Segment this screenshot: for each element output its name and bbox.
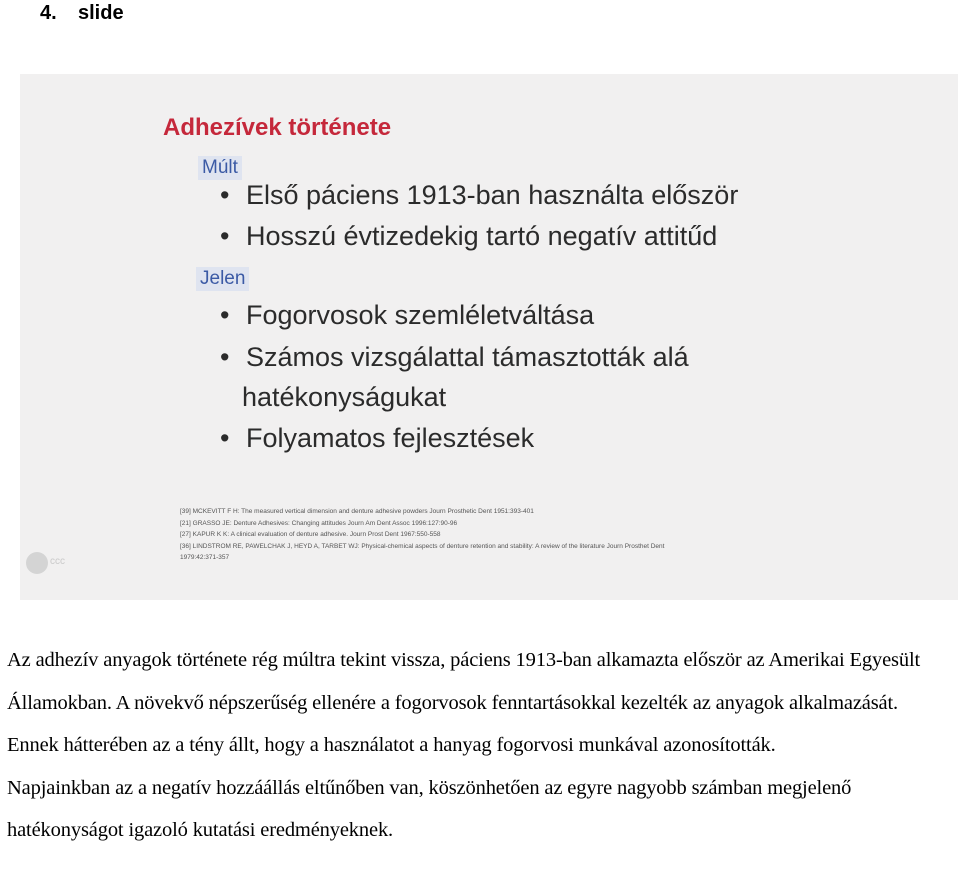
paragraph: Napjainkban az a negatív hozzáállás eltűnőben van, köszönhetően az egyre nagyobb számban megjelenő hatékonyságot igazoló kutatási eredményeknek. <box>7 776 852 841</box>
bullet-item: • Fogorvosok szemléletváltása <box>220 300 595 330</box>
body-text <box>7 639 947 852</box>
bullet-dot-icon: • <box>220 300 230 330</box>
bullet-dot-icon: • <box>220 423 230 453</box>
logo-text: ccc <box>50 556 65 567</box>
reference-item: [36] LINDSTROM RE, PAWELCHAK J, HEYD A, TARBET WJ: Physical-chemical aspects of denture retention and stability: A review of the literature Journ Prosthet Dent <box>180 542 665 550</box>
bullet-item: • Hosszú évtizedekig tartó negatív attitűd <box>220 221 718 251</box>
bullet-item: • Számos vizsgálattal támasztották alá <box>220 342 689 372</box>
logo-icon <box>26 552 48 574</box>
reference-item: [39] MCKEVITT F H: The measured vertical dimension and denture adhesive powders Journ Prosthetic Dent 1951:393-401 <box>180 508 534 515</box>
reference-list <box>180 506 664 564</box>
slide-heading <box>40 0 124 26</box>
reference-item: [27] KAPUR K K: A clinical evaluation of denture adhesive. Journ Prost Dent 1967:550-558 <box>180 531 441 538</box>
slide-heading-text: slide <box>78 2 124 24</box>
bullet-dot-icon: • <box>220 180 230 210</box>
slide-number: 4. <box>40 2 57 24</box>
paragraph: Az adhezív anyagok története rég múltra tekint vissza, páciens 1913-ban alkamazta először az Amerikai Egyesült Államokban. A növekvő népszerűség ellenére a fogorvosok fenntartásokkal kezelték az anyagok alkalmazását. Ennek hátterében az a tény állt, hogy a használatot a hanyag fogorvosi munkával azonosították. <box>7 649 921 756</box>
bullet-continuation: hatékonyságukat <box>242 382 447 412</box>
slide-image <box>20 74 958 600</box>
bullet-dot-icon: • <box>220 221 230 251</box>
slide-title: Adhezívek története <box>163 114 392 141</box>
bullet-item: • Első páciens 1913-ban használta először <box>220 180 739 210</box>
reference-item: [21] GRASSO JE: Denture Adhesives: Changing attitudes Journ Am Dent Assoc 1996:127:90-96 <box>180 519 458 527</box>
bullet-item: • Folyamatos fejlesztések <box>220 423 535 453</box>
section-label-present: Jelen <box>196 267 249 291</box>
reference-item: 1979:42:371-357 <box>180 554 230 561</box>
section-label-past: Múlt <box>198 156 242 180</box>
bullet-dot-icon: • <box>220 342 230 372</box>
